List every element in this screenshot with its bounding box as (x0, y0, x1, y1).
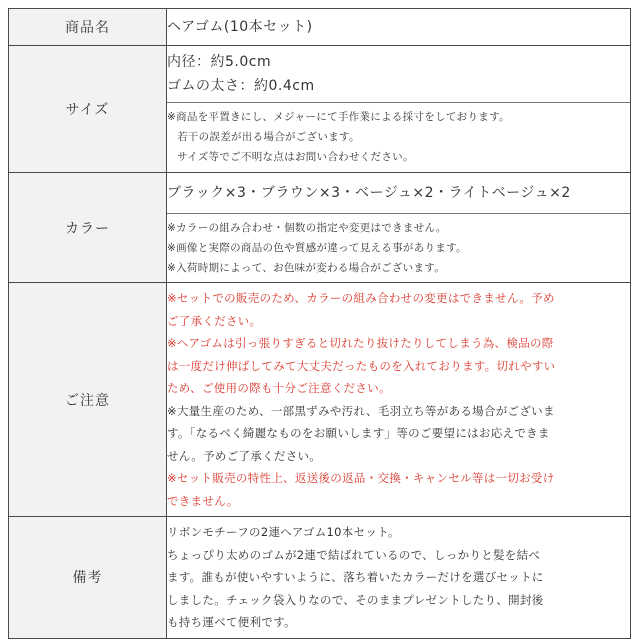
caution-value (167, 283, 631, 517)
caution-line: は一度だけ伸ばしてみて大丈夫だったものを入れております。切れやすい (167, 358, 556, 373)
product-name-value: ヘアゴム(10本セット) (167, 9, 631, 46)
remarks-line: リボンモチーフの2連ヘアゴム10本セット。 (167, 525, 400, 539)
product-name-label: 商品名 (9, 9, 167, 46)
caution-label: ご注意 (9, 283, 167, 517)
remarks-value (167, 517, 631, 639)
caution-line: ご了承ください。 (167, 313, 262, 328)
remarks-line: ちょっぴり太めのゴムが2連で結ばれているので、しっかりと髪を結べ (167, 547, 541, 562)
color-note: ※カラーの組み合わせ・個数の指定や変更はできません。 (167, 222, 447, 234)
caution-line: ※大量生産のため、一部黒ずみや汚れ、毛羽立ち等がある場合がございま (167, 403, 555, 418)
size-value (167, 46, 631, 173)
caution-line: ※セットでの販売のため、カラーの組み合わせの変更はできません。予め (167, 291, 555, 305)
size-notes (167, 103, 630, 171)
color-list-text: ブラック×3・ブラウン×3・ベージュ×2・ライトベージュ×2 (167, 185, 571, 201)
caution-line: す。「なるべく綺麗なものをお願いします」等のご要望にはお応えできま (167, 426, 550, 440)
caution-line: できません。 (167, 493, 239, 508)
color-label: カラー (9, 173, 167, 283)
row-color (9, 173, 631, 283)
row-product-name (9, 9, 631, 46)
size-label: サイズ (9, 46, 167, 173)
color-note: ※画像と実際の商品の色や質感が違って見える事があります。 (167, 242, 467, 254)
color-note: ※入荷時期によって、お色味が変わる場合がございます。 (167, 262, 446, 274)
inner-diameter-text: 内径：約5.0cm (167, 54, 272, 70)
color-value (167, 173, 631, 283)
size-note: ※商品を平置きにし、メジャーにて手作業による採寸をしております。 (167, 111, 510, 123)
remarks-line: も持ち運べて便利です。 (167, 615, 296, 629)
size-specs (167, 46, 630, 103)
caution-line: ため、ご使用の際も十分ご注意ください。 (167, 381, 391, 395)
caution-line: せん。予めご了承ください。 (167, 448, 322, 463)
row-size (9, 46, 631, 173)
row-remarks (9, 517, 631, 639)
product-spec-table (8, 8, 631, 639)
remarks-text-block (167, 517, 630, 638)
size-note: サイズ等でご不明な点はお問い合わせください。 (177, 151, 414, 163)
remarks-line: ます。誰もが使いやすいように、落ち着いたカラーだけを選びセットに (167, 570, 544, 584)
remarks-line: しました。チェック袋入りなので、そのままプレゼントしたり、開封後 (167, 592, 544, 607)
remarks-label: 備考 (9, 517, 167, 639)
caution-line: ※ヘアゴムは引っ張りすぎると切れたり抜けたりしてしまう為、検品の際 (167, 336, 554, 350)
caution-line: ※セット販売の特性上、返送後の返品・交換・キャンセル等は一切お受け (167, 471, 555, 485)
color-notes (167, 214, 630, 282)
color-list (167, 173, 630, 214)
rubber-thickness-text: ゴムの太さ：約0.4cm (167, 78, 315, 94)
size-note: 若干の誤差が出る場合がございます。 (177, 131, 360, 143)
caution-text-block (167, 283, 630, 516)
row-caution (9, 283, 631, 517)
